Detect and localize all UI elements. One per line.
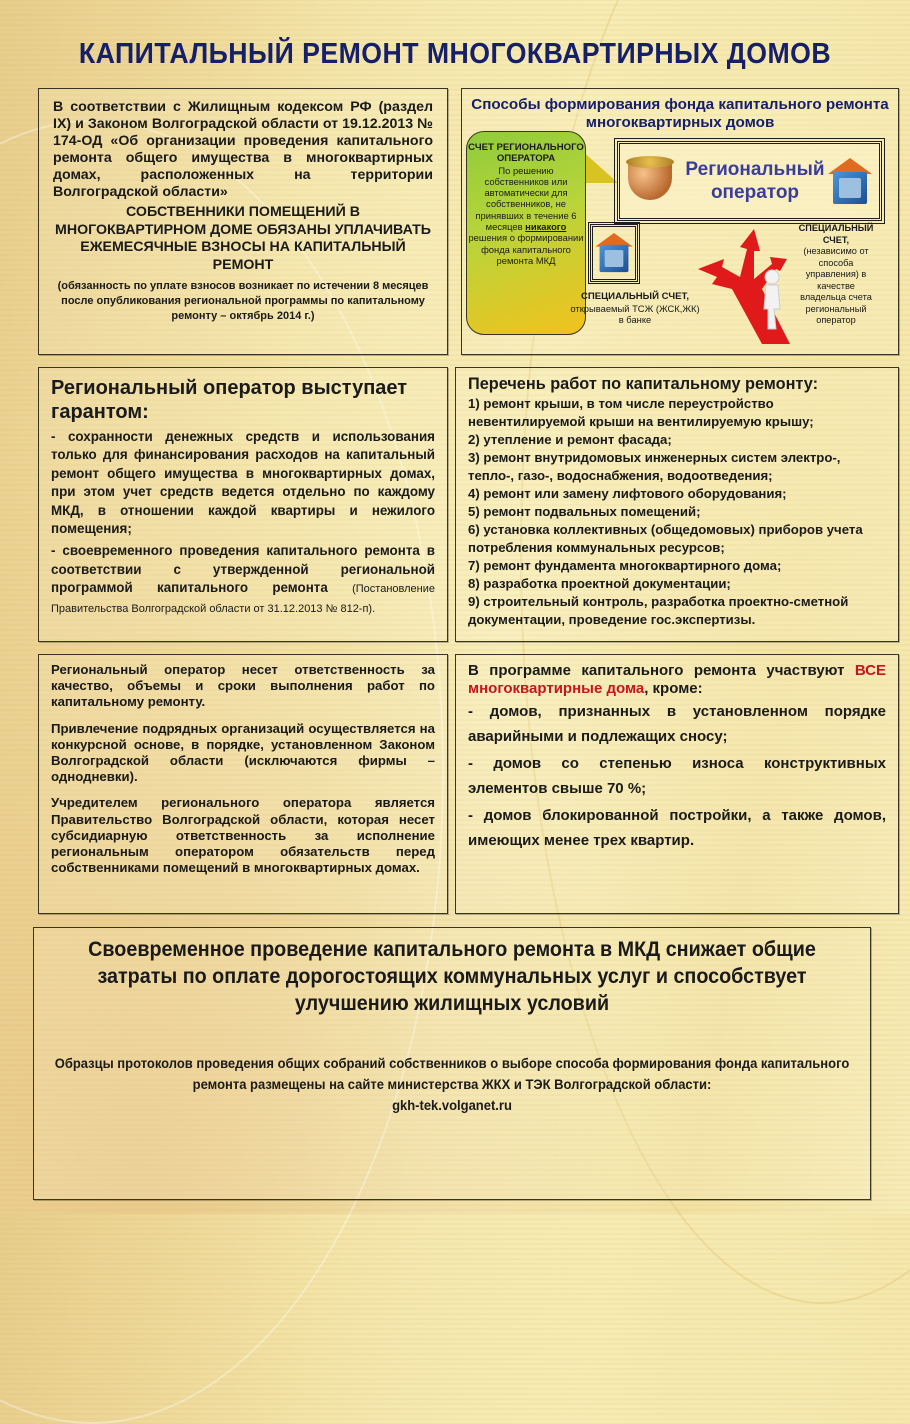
bottom-info — [47, 1053, 858, 1116]
guarantor-item: - сохранности денежных средств и использования только для финансирования расходов на капитальный ремонт общего имущества в многоквартирных домах, при этом учет средств ведется отдельно по каждому МКД, в отношении каждой квартиры и нежилого помещения; — [51, 429, 435, 537]
law-text: В соответствии с Жилищным кодексом РФ (раздел IX) и Законом Волгоградской области от 19.12.2013 № 174-ОД «Об организации проведения капитального ремонта общего имущества в многоквартирных домах, расположенных на территории Волгоградской области» — [53, 99, 433, 200]
program-participation-box — [455, 654, 899, 914]
guarantor-title: Региональный оператор выступает гарантом: — [51, 377, 408, 423]
fund-methods-box — [461, 88, 899, 355]
page-title: КАПИТАЛЬНЫЙ РЕМОНТ МНОГОКВАРТИРНЫХ ДОМОВ — [78, 38, 832, 70]
special-account-regional — [796, 223, 876, 327]
special-account-tsj — [570, 291, 700, 326]
responsibility-paragraph: Региональный оператор несет ответственность за качество, объемы и сроки выполнения работ по капитальному ремонту. — [51, 662, 435, 710]
owners-obligation-text: СОБСТВЕННИКИ ПОМЕЩЕНИЙ В МНОГОКВАРТИРНОМ ДОМЕ ОБЯЗАНЫ УПЛАЧИВАТЬ ЕЖЕМЕСЯЧНЫЕ ВЗНОСЫ НА КАПИТАЛЬНЫЙ РЕМОНТ — [55, 204, 431, 273]
works-item: 4) ремонт или замену лифтового оборудования; — [468, 486, 787, 501]
obligation-note: (обязанность по уплате взносов возникает по истечении 8 месяцев после опубликования региональной программы по капитальному ремонту – октябрь 2014 г.) — [57, 280, 429, 322]
special-account-text: (независимо от способа управления) в качестве владельца счета региональный оператор — [800, 246, 872, 325]
website-link[interactable]: gkh-tek.volganet.ru — [392, 1098, 512, 1113]
works-list-box — [455, 367, 899, 642]
safe-house-icon — [597, 233, 631, 272]
program-intro — [468, 662, 886, 697]
works-item: 7) ремонт фундамента многоквартирного дома; — [468, 558, 782, 573]
bubble-text: По решению собственников или автоматически для собственников, не принявших в течение 6 месяцев — [475, 164, 577, 233]
regional-operator-label: Региональный оператор — [685, 159, 825, 203]
regional-operator-account-bubble — [466, 131, 586, 335]
special-account-frame — [590, 224, 638, 282]
program-intro-text: В программе капитального ремонта участвуют — [468, 662, 845, 679]
program-intro-end: , кроме: — [644, 679, 703, 697]
works-item: 2) утепление и ремонт фасада; — [468, 432, 672, 447]
special-account-heading: СПЕЦИАЛЬНЫЙ СЧЕТ, — [798, 223, 874, 245]
program-exclusion: - домов, признанных в установленном порядке аварийными и подлежащих сносу; — [468, 703, 886, 745]
works-item: 3) ремонт внутридомовых инженерных систем электро-, тепло-, газо-, водоснабжения, водоотведения; — [468, 450, 841, 483]
responsibility-paragraph: Учредителем регионального оператора является Правительство Волгоградской области, которая несет субсидиарную ответственность за исполнение региональным оператором обязательств перед собственниками помещений в многоквартирных домах. — [51, 795, 435, 876]
program-exclusion: - домов со степенью износа конструктивных элементов свыше 70 %; — [468, 755, 886, 797]
bubble-text-end: решения о формировании фонда капитального ремонта МКД — [468, 232, 584, 266]
works-item: 6) установка коллективных (общедомовых) приборов учета потребления коммунальных ресурсов; — [468, 522, 863, 555]
bottom-info-text: Образцы протоколов проведения общих собраний собственников о выборе способа формирования фонда капитального ремонта размещены на сайте министерства ЖКХ и ТЭК Волгоградской области: — [54, 1056, 850, 1092]
works-item: 8) разработка проектной документации; — [468, 576, 731, 591]
bubble-underlined-word: никакого — [525, 221, 567, 233]
works-title: Перечень работ по капитальному ремонту: — [468, 375, 819, 393]
guarantor-item-reference: (Постановление Правительства Волгоградской области от 31.12.2013 № 812-п). — [51, 583, 435, 615]
guarantor-item-text: - своевременного проведения капитального ремонта в соответствии с утвержденной региональной программой капитального ремонта — [51, 543, 435, 596]
responsibility-box — [38, 654, 448, 914]
methods-title: Способы формирования фонда капитального ремонта многоквартирных домов — [471, 96, 889, 131]
bubble-heading: СЧЕТ РЕГИОНАЛЬНОГО ОПЕРАТОРА — [468, 142, 584, 165]
special-account-heading: СПЕЦИАЛЬНЫЙ СЧЕТ, — [580, 291, 690, 302]
regional-operator-frame — [617, 141, 882, 221]
safe-house-icon — [830, 158, 870, 204]
works-item: 9) строительный контроль, разработка проектно-сметной документации, проведение гос.экспертизы. — [468, 594, 849, 627]
road-arrows-person-icon — [692, 229, 812, 344]
law-obligation-box — [38, 88, 448, 355]
bottom-info-box — [33, 927, 871, 1200]
bottom-headline: Своевременное проведение капитального ремонта в МКД снижает общие затраты по оплате дорогостоящих коммунальных услуг и способствует улучшению жилищных условий — [88, 938, 816, 1015]
works-item: 5) ремонт подвальных помещений; — [468, 504, 701, 519]
works-item: 1) ремонт крыши, в том числе переустройство невентилируемой крыши на вентилируемую крышу; — [468, 396, 814, 429]
special-account-text: открываемый ТСЖ (ЖСК,ЖК) в банке — [570, 302, 700, 325]
program-exclusion: - домов блокированной постройки, а также домов, имеющих менее трех квартир. — [468, 807, 886, 849]
program-highlight: ВСЕ многоквартирные дома — [468, 662, 887, 697]
guarantor-item — [51, 542, 435, 618]
responsibility-paragraph: Привлечение подрядных организаций осуществляется на конкурсной основе, в порядке, установленном Законом Волгоградской области (исключаются фирмы – однодневки). — [51, 720, 435, 785]
guarantor-box — [38, 367, 448, 642]
